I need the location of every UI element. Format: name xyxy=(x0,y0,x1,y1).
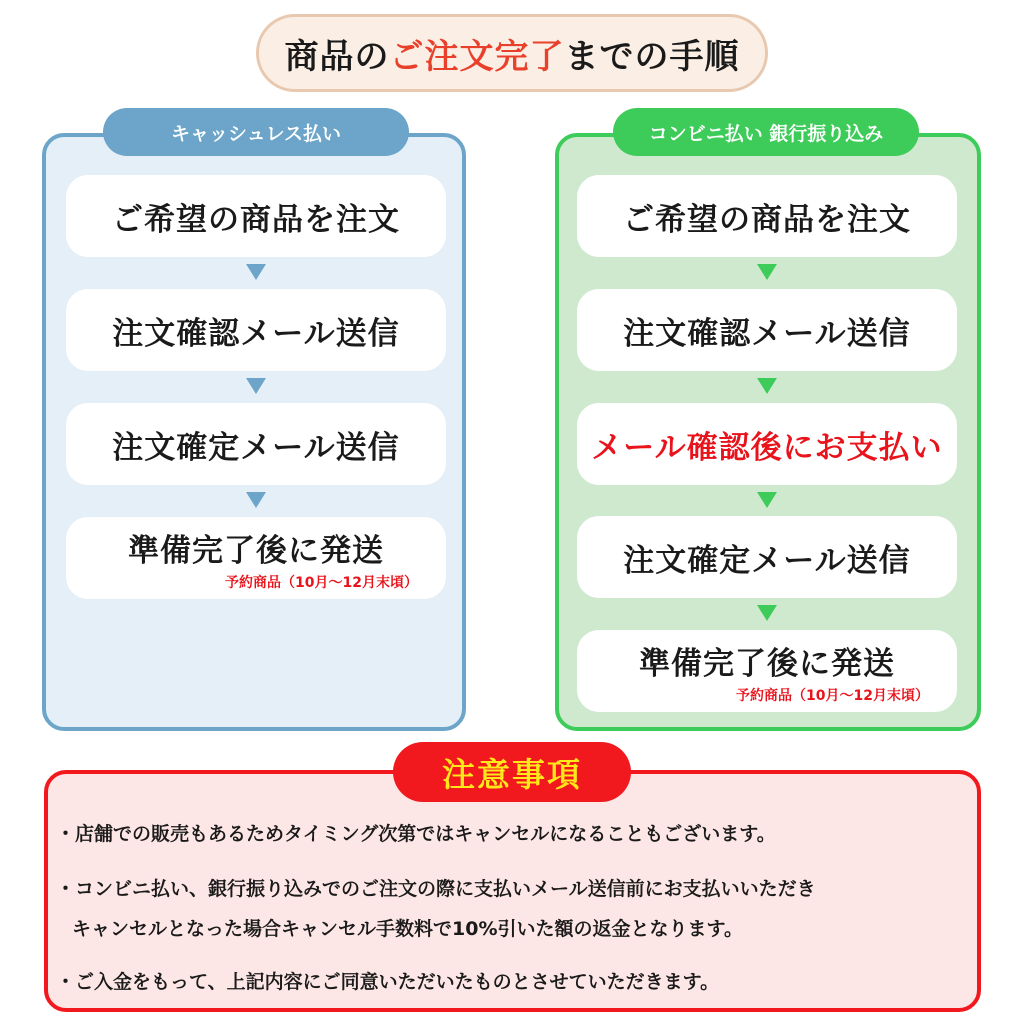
down-arrow-icon xyxy=(246,378,266,394)
down-arrow-icon xyxy=(757,492,777,508)
cashless-reservation-note: 予約商品（10月〜12月末頃） xyxy=(225,574,418,591)
down-arrow-icon xyxy=(246,492,266,508)
konbini-step-4: 注文確定メール送信 xyxy=(577,516,957,598)
konbini-step-3: メール確認後にお支払い xyxy=(577,403,957,485)
down-arrow-icon xyxy=(757,605,777,621)
title-prefix: 商品の xyxy=(284,36,390,77)
notice-line-2: ・コンビニ払い、銀行振り込みでのご注文の際に支払いメール送信前にお支払いいただき xyxy=(56,878,816,900)
konbini-step-2: 注文確認メール送信 xyxy=(577,289,957,371)
konbini-step-5-label: 準備完了後に発送 xyxy=(639,645,895,682)
notice-line-1: ・店舗での販売もあるためタイミング次第ではキャンセルになることもございます。 xyxy=(56,823,776,845)
konbini-reservation-note: 予約商品（10月〜12月末頃） xyxy=(736,687,929,704)
cashless-tab: キャッシュレス払い xyxy=(103,108,409,156)
konbini-step-5 xyxy=(577,630,957,712)
cashless-step-4 xyxy=(66,517,446,599)
down-arrow-icon xyxy=(757,264,777,280)
konbini-step-1: ご希望の商品を注文 xyxy=(577,175,957,257)
cashless-step-3: 注文確定メール送信 xyxy=(66,403,446,485)
notice-title: 注意事項 xyxy=(393,742,631,802)
cashless-step-4-label: 準備完了後に発送 xyxy=(128,532,384,569)
title-accent: ご注文完了 xyxy=(389,36,565,77)
notice-line-4: ・ご入金をもって、上記内容にご同意いただいたものとさせていただきます。 xyxy=(56,971,720,993)
notice-line-3: キャンセルとなった場合キャンセル手数料で10%引いた額の返金となります。 xyxy=(72,918,743,940)
cashless-step-2: 注文確認メール送信 xyxy=(66,289,446,371)
title-suffix: までの手順 xyxy=(564,36,740,77)
down-arrow-icon xyxy=(246,264,266,280)
page-title xyxy=(256,14,768,92)
cashless-step-1: ご希望の商品を注文 xyxy=(66,175,446,257)
konbini-tab: コンビニ払い 銀行振り込み xyxy=(613,108,919,156)
down-arrow-icon xyxy=(757,378,777,394)
